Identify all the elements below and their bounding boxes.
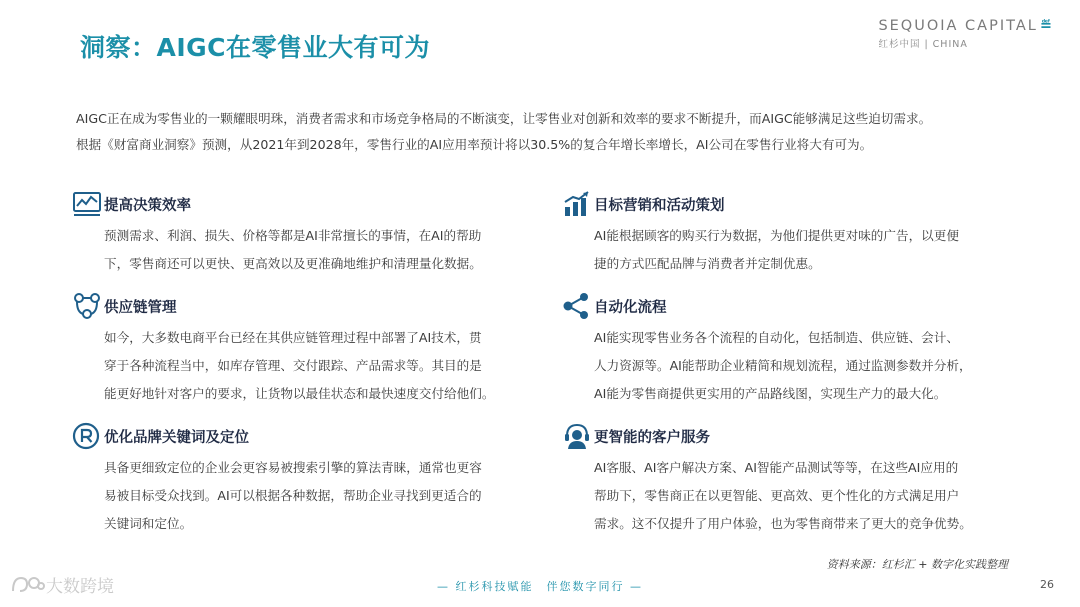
page-title: 洞察：AIGC在零售业大有可为 <box>80 33 431 62</box>
section-line: AI能根据顾客的购买行为数据，为他们提供更对味的广告，以更便 <box>594 228 959 243</box>
supply-chain-icon <box>72 292 104 320</box>
section-line: AI客服、AI客户解决方案、AI智能产品测试等等，在这些AI应用的 <box>594 460 959 475</box>
sequoia-logo <box>878 18 1054 50</box>
section-targeted-marketing <box>562 190 982 278</box>
section-line: 预测需求、利润、损失、价格等都是AI非常擅长的事情，在AI的帮助 <box>104 228 482 243</box>
section-title: 优化品牌关键词及定位 <box>104 429 249 446</box>
section-brand-keywords <box>72 422 492 538</box>
section-line: 能更好地针对客户的要求，让货物以最佳状态和最快速度交付给他们。 <box>104 386 495 401</box>
bar-growth-icon <box>562 190 594 218</box>
share-nodes-icon <box>562 292 594 320</box>
section-customer-service <box>562 422 982 538</box>
section-title: 供应链管理 <box>104 299 177 316</box>
section-body <box>104 454 504 538</box>
intro-line: AIGC正在成为零售业的一颗耀眼明珠，消费者需求和市场竞争格局的不断演变，让零售业对创新和效率的要求不断提升，而AIGC能够满足这些迫切需求。 <box>76 111 932 126</box>
section-body <box>104 222 504 278</box>
section-title: 提高决策效率 <box>104 197 191 214</box>
section-line: 具备更细致定位的企业会更容易被搜索引擎的算法青睐，通常也更容 <box>104 460 482 475</box>
section-line: 需求。这不仅提升了用户体验，也为零售商带来了更大的竞争优势。 <box>594 516 972 531</box>
registered-icon <box>72 422 104 450</box>
section-line: 下，零售商还可以更快、更高效以及更准确地维护和清理量化数据。 <box>104 256 482 271</box>
section-line: 帮助下，零售商正在以更智能、更高效、更个性化的方式满足用户 <box>594 488 960 503</box>
section-line: 人力资源等。AI能帮助企业精简和规划流程，通过监测参数并分析， <box>594 358 972 373</box>
logo-mark-icon: ≝ <box>1039 18 1054 34</box>
line-chart-icon <box>72 190 104 218</box>
section-decision-efficiency <box>72 190 492 278</box>
page-number: 26 <box>1040 578 1054 591</box>
section-line: 如今，大多数电商平台已经在其供应链管理过程中部署了AI技术，贯 <box>104 330 482 345</box>
section-line: 穿于各种流程当中，如库存管理、交付跟踪、产品需求等。其目的是 <box>104 358 482 373</box>
section-line: 易被目标受众找到。AI可以根据各种数据，帮助企业寻找到更适合的 <box>104 488 482 503</box>
source-note: 资料来源：红杉汇 + 数字化实践整理 <box>826 558 1008 571</box>
footer-slogan: — 红杉科技赋能 伴您数字同行 — <box>437 580 643 593</box>
section-line: AI能实现零售业务各个流程的自动化，包括制造、供应链、会计、 <box>594 330 959 345</box>
section-supply-chain <box>72 292 495 408</box>
logo-text: SEQUOIA CAPITAL <box>878 18 1038 34</box>
section-line: AI能为零售商提供更实用的产品路线图，实现生产力的最大化。 <box>594 386 947 401</box>
intro-line: 根据《财富商业洞察》预测，从2021年到2028年，零售行业的AI应用率预计将以30.5%的复合年增长率增长，AI公司在零售行业将大有可为。 <box>76 137 873 152</box>
section-automation <box>562 292 982 408</box>
section-body <box>594 222 994 278</box>
section-line: 捷的方式匹配品牌与消费者并定制优惠。 <box>594 256 821 271</box>
section-body <box>594 454 994 538</box>
watermark-text: 大数跨境 <box>46 577 114 597</box>
section-title: 更智能的客户服务 <box>594 429 710 446</box>
intro-paragraph <box>76 106 1006 158</box>
section-title: 自动化流程 <box>594 299 667 316</box>
section-title: 目标营销和活动策划 <box>594 197 725 214</box>
logo-subtext: 红杉中国 | CHINA <box>878 39 968 50</box>
section-body <box>104 324 504 408</box>
section-body <box>594 324 994 408</box>
customer-service-icon <box>562 422 594 450</box>
section-line: 关键词和定位。 <box>104 516 193 531</box>
